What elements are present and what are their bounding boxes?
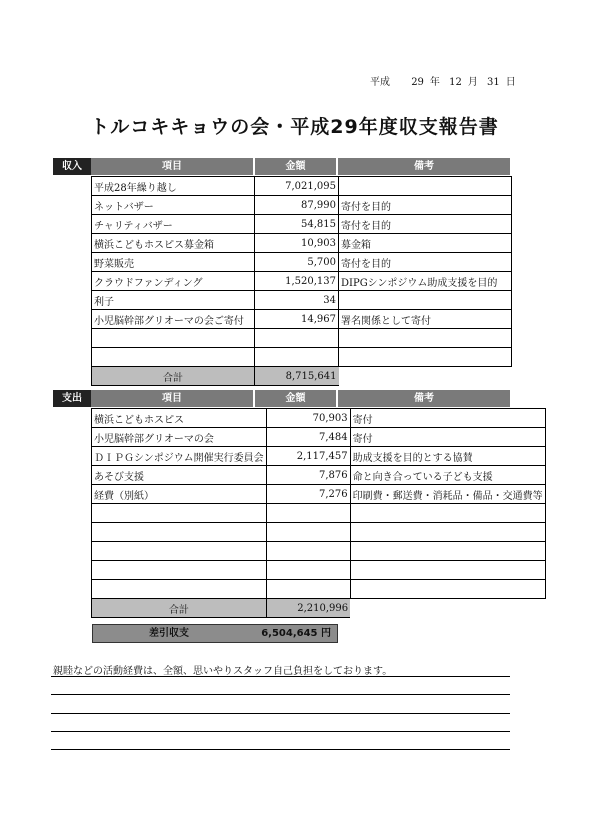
date-era: 平成	[370, 77, 390, 88]
table-row	[92, 504, 546, 523]
date-year: 29	[411, 77, 424, 88]
table-row	[92, 428, 546, 447]
expense-total-row	[92, 599, 546, 618]
expense-cell-note: 印刷費・郵送費・消耗品・備品・交通費等	[350, 485, 545, 504]
net-balance-label: 差引収支	[149, 628, 189, 639]
table-row	[92, 466, 546, 485]
expense-cell-item: 小児脳幹部グリオーマの会	[92, 428, 267, 447]
income-cell-item: 横浜こどもホスピス募金箱	[92, 234, 255, 253]
table-row	[92, 196, 512, 215]
expense-cell-note	[350, 523, 545, 542]
expense-cell-note	[350, 561, 545, 580]
expense-cell-item	[92, 504, 267, 523]
expense-table	[91, 408, 546, 618]
expense-cell-item	[92, 542, 267, 561]
expense-header-amount: 金額	[255, 390, 336, 407]
income-cell-amount: 14,967	[255, 310, 339, 329]
table-row	[92, 542, 546, 561]
income-cell-amount	[255, 329, 339, 348]
table-row	[92, 580, 546, 599]
expense-cell-amount	[266, 523, 350, 542]
table-row	[92, 253, 512, 272]
note-line	[51, 731, 510, 732]
expense-cell-note: 助成支援を目的とする協賛	[350, 447, 545, 466]
expense-cell-note: 命と向き合っている子ども支援	[350, 466, 545, 485]
expense-cell-item: 横浜こどもホスピス	[92, 409, 267, 428]
income-header-amount: 金額	[255, 158, 336, 175]
date-year-unit: 年	[429, 77, 440, 88]
income-header-note: 備考	[338, 158, 510, 175]
expense-cell-note	[350, 542, 545, 561]
table-row	[92, 215, 512, 234]
income-cell-note: 募金箱	[339, 234, 512, 253]
table-row	[92, 177, 512, 196]
income-cell-note: 寄付を目的	[339, 253, 512, 272]
expense-total-label: 合計	[92, 599, 267, 618]
income-cell-item: ネットバザー	[92, 196, 255, 215]
table-row	[92, 447, 546, 466]
income-cell-note: 寄付を目的	[339, 196, 512, 215]
expense-section-label: 支出	[53, 390, 91, 407]
income-cell-note: DIPGシンポジウム助成支援を目的	[339, 272, 512, 291]
expense-cell-item	[92, 561, 267, 580]
note-line	[51, 749, 510, 750]
report-date	[370, 73, 522, 88]
report-title: トルコキキョウの会・平成29年度収支報告書	[90, 116, 499, 138]
expense-cell-item: ＤＩＰＧシンポジウム開催実行委員会	[92, 447, 267, 466]
expense-cell-amount: 2,117,457	[266, 447, 350, 466]
expense-cell-item: あそび支援	[92, 466, 267, 485]
income-total-blank	[339, 367, 512, 386]
income-cell-item: チャリティバザー	[92, 215, 255, 234]
table-row	[92, 485, 546, 504]
table-row	[92, 523, 546, 542]
expense-cell-amount	[266, 580, 350, 599]
income-cell-item: 小児脳幹部グリオーマの会ご寄付	[92, 310, 255, 329]
expense-cell-item	[92, 580, 267, 599]
income-cell-amount: 5,700	[255, 253, 339, 272]
date-month: 12	[449, 77, 462, 88]
income-cell-note	[339, 348, 512, 367]
table-row	[92, 348, 512, 367]
expense-cell-amount	[266, 542, 350, 561]
expense-cell-note	[350, 580, 545, 599]
income-table	[91, 176, 512, 386]
table-row	[92, 310, 512, 329]
income-cell-note	[339, 329, 512, 348]
expense-cell-amount	[266, 561, 350, 580]
expense-cell-item	[92, 523, 267, 542]
income-cell-item	[92, 329, 255, 348]
income-cell-amount: 7,021,095	[255, 177, 339, 196]
expense-cell-amount: 7,484	[266, 428, 350, 447]
income-cell-item: 平成28年繰り越し	[92, 177, 255, 196]
expense-cell-note: 寄付	[350, 428, 545, 447]
note-line	[51, 713, 510, 714]
table-row	[92, 234, 512, 253]
net-balance-value: 6,504,645 円	[261, 628, 331, 639]
table-row	[92, 291, 512, 310]
expense-total-value: 2,210,996	[266, 599, 350, 618]
income-cell-amount: 10,903	[255, 234, 339, 253]
income-cell-note	[339, 291, 512, 310]
footnote: 親睦などの活動経費は、全額、思いやりスタッフ自己負担をしております。	[53, 666, 393, 677]
date-day-unit: 日	[505, 77, 516, 88]
income-cell-amount: 34	[255, 291, 339, 310]
expense-cell-amount: 7,276	[266, 485, 350, 504]
expense-header-item: 項目	[91, 390, 253, 407]
income-header-item: 項目	[91, 158, 253, 175]
income-cell-amount	[255, 348, 339, 367]
expense-total-blank	[350, 599, 545, 618]
income-total-value: 8,715,641	[255, 367, 339, 386]
net-balance	[92, 624, 338, 643]
income-cell-amount: 54,815	[255, 215, 339, 234]
income-cell-note	[339, 177, 512, 196]
note-line	[51, 694, 510, 695]
expense-cell-amount	[266, 504, 350, 523]
income-cell-item	[92, 348, 255, 367]
expense-cell-note	[350, 504, 545, 523]
income-total-row	[92, 367, 512, 386]
income-total-label: 合計	[92, 367, 255, 386]
income-cell-amount: 1,520,137	[255, 272, 339, 291]
date-month-unit: 月	[467, 77, 478, 88]
income-cell-note: 署名関係として寄付	[339, 310, 512, 329]
table-row	[92, 409, 546, 428]
note-line	[51, 676, 510, 677]
expense-cell-amount: 70,903	[266, 409, 350, 428]
table-row	[92, 272, 512, 291]
income-cell-amount: 87,990	[255, 196, 339, 215]
expense-cell-amount: 7,876	[266, 466, 350, 485]
expense-cell-note: 寄付	[350, 409, 545, 428]
income-section-label: 収入	[53, 158, 91, 175]
income-cell-item: クラウドファンディング	[92, 272, 255, 291]
income-cell-item: 利子	[92, 291, 255, 310]
table-row	[92, 561, 546, 580]
expense-header-note: 備考	[338, 390, 510, 407]
income-cell-item: 野菜販売	[92, 253, 255, 272]
date-day: 31	[487, 77, 500, 88]
income-cell-note: 寄付を目的	[339, 215, 512, 234]
table-row	[92, 329, 512, 348]
expense-cell-item: 経費（別紙）	[92, 485, 267, 504]
